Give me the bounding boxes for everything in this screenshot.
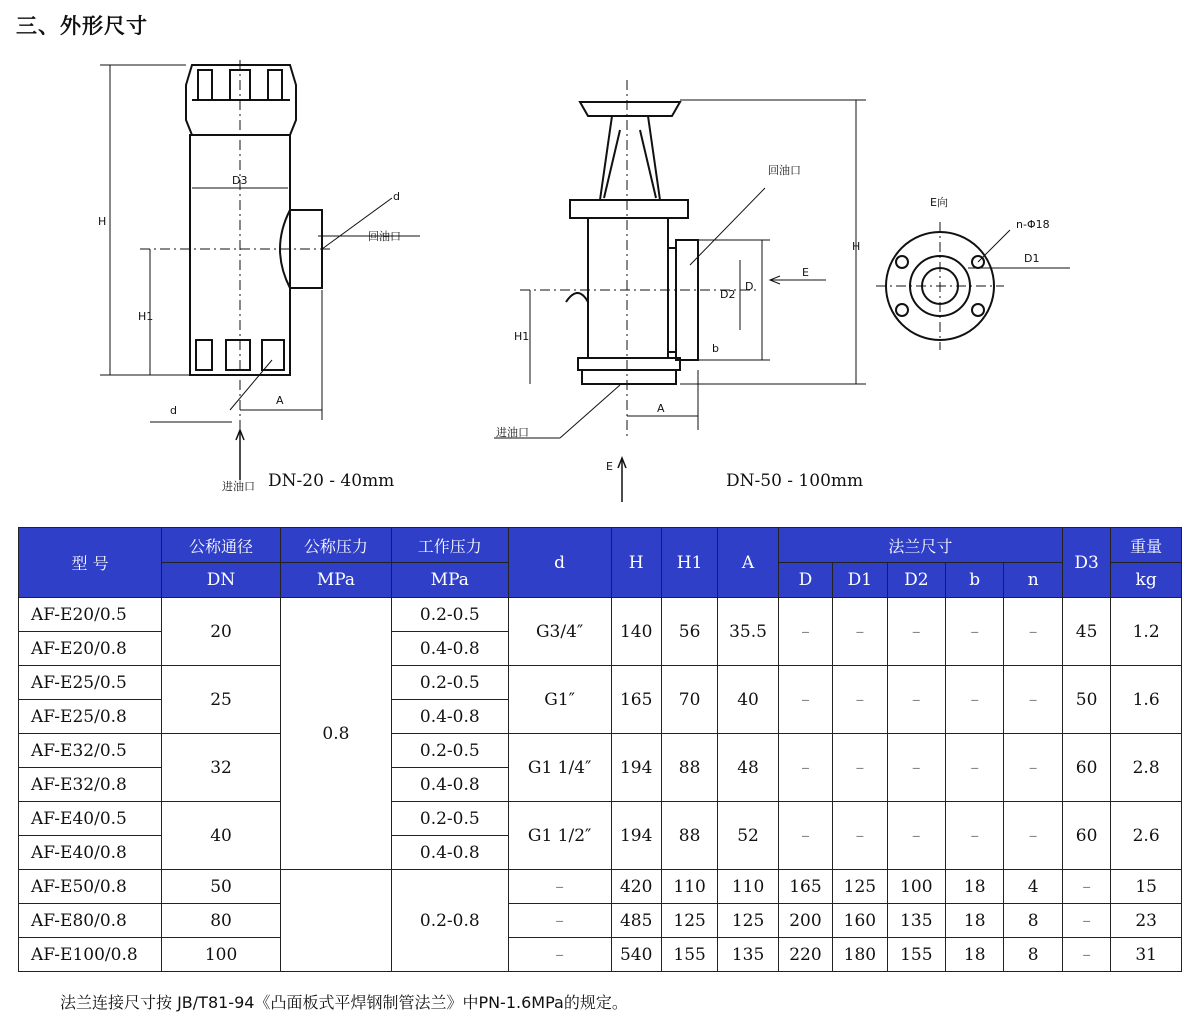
dn-cell: 100 [162, 938, 281, 972]
model-cell: AF-E20/0.5 [19, 598, 162, 632]
dn-cell: 20 [162, 598, 281, 666]
flange-d1-cell: – [833, 802, 887, 870]
flange-d2-cell: 155 [887, 938, 945, 972]
dn-cell: 80 [162, 904, 281, 938]
flange-b-cell: 18 [946, 938, 1004, 972]
a-cell: 135 [718, 938, 778, 972]
flange-d-cell: 165 [778, 870, 832, 904]
label-left-return-port: 回油口 [368, 230, 401, 243]
d3-cell: 60 [1062, 802, 1110, 870]
weight-cell: 31 [1111, 938, 1182, 972]
table-row [19, 802, 1182, 836]
flange-n-cell: 8 [1004, 904, 1062, 938]
model-cell: AF-E80/0.8 [19, 904, 162, 938]
flange-d-cell: 200 [778, 904, 832, 938]
model-cell: AF-E32/0.8 [19, 768, 162, 802]
a-cell: 52 [718, 802, 778, 870]
flange-d-cell: 220 [778, 938, 832, 972]
label-e-view: E向 [930, 196, 948, 209]
header-model: 型 号 [19, 528, 162, 598]
thread-cell: – [508, 938, 611, 972]
d3-cell: – [1062, 870, 1110, 904]
header-wp-bottom: MPa [391, 563, 508, 598]
header-flange-b: b [946, 563, 1004, 598]
header-h: H [611, 528, 661, 598]
header-h1: H1 [661, 528, 717, 598]
thread-cell: G1″ [508, 666, 611, 734]
header-np-top: 公称压力 [281, 528, 392, 563]
table-row [19, 734, 1182, 768]
header-weight-top: 重量 [1111, 528, 1182, 563]
model-cell: AF-E40/0.8 [19, 836, 162, 870]
header-d3: D3 [1062, 528, 1110, 598]
flange-n-cell: – [1004, 802, 1062, 870]
thread-cell: – [508, 904, 611, 938]
caption-dn20-40: DN-20 - 40mm [268, 471, 395, 491]
header-flange: 法兰尺寸 [778, 528, 1062, 563]
d3-cell: 60 [1062, 734, 1110, 802]
flange-b-cell: – [946, 598, 1004, 666]
weight-cell: 1.2 [1111, 598, 1182, 666]
flange-b-cell: 18 [946, 904, 1004, 938]
a-cell: 35.5 [718, 598, 778, 666]
flange-d1-cell: 160 [833, 904, 887, 938]
label-left-a: A [276, 394, 284, 407]
model-cell: AF-E32/0.5 [19, 734, 162, 768]
header-np-bottom: MPa [281, 563, 392, 598]
label-left-h1: H1 [138, 310, 154, 323]
thread-cell: G3/4″ [508, 598, 611, 666]
flange-d2-cell: – [887, 802, 945, 870]
wp-cell: 0.2-0.5 [391, 802, 508, 836]
d3-cell: 45 [1062, 598, 1110, 666]
wp-cell: 0.2-0.5 [391, 598, 508, 632]
flange-d1-cell: – [833, 734, 887, 802]
a-cell: 125 [718, 904, 778, 938]
h-cell: 165 [611, 666, 661, 734]
wp-cell: 0.2-0.5 [391, 666, 508, 700]
header-d: d [508, 528, 611, 598]
label-right-inlet-port: 进油口 [496, 426, 529, 439]
table-row [19, 870, 1182, 904]
label-right-d2: D2 [720, 288, 736, 301]
flange-b-cell: 18 [946, 870, 1004, 904]
label-left-d-bottom: d [170, 404, 177, 417]
header-flange-d: D [778, 563, 832, 598]
label-right-a: A [657, 402, 665, 415]
label-right-return-port: 回油口 [768, 164, 801, 177]
flange-d1-cell: – [833, 598, 887, 666]
model-cell: AF-E25/0.5 [19, 666, 162, 700]
flanged-filter-drawing [494, 80, 1070, 502]
flange-d2-cell: – [887, 666, 945, 734]
label-e-arrow: E [606, 460, 613, 473]
table-row [19, 904, 1182, 938]
h-cell: 194 [611, 734, 661, 802]
nominal-pressure-cell: 0.8 [281, 598, 392, 870]
label-left-h: H [98, 215, 107, 228]
caption-dn50-100: DN-50 - 100mm [726, 471, 864, 491]
flange-d2-cell: – [887, 734, 945, 802]
h1-cell: 56 [661, 598, 717, 666]
label-holes: n-Φ18 [1016, 218, 1050, 231]
table-row [19, 938, 1182, 972]
h-cell: 194 [611, 802, 661, 870]
h-cell: 140 [611, 598, 661, 666]
h1-cell: 88 [661, 802, 717, 870]
wp-cell: 0.2-0.8 [391, 870, 508, 972]
d3-cell: – [1062, 904, 1110, 938]
header-flange-d1: D1 [833, 563, 887, 598]
dn-cell: 40 [162, 802, 281, 870]
header-wp-top: 工作压力 [391, 528, 508, 563]
h-cell: 420 [611, 870, 661, 904]
wp-cell: 0.2-0.5 [391, 734, 508, 768]
flange-d-cell: – [778, 802, 832, 870]
label-right-e: E [802, 266, 809, 279]
h-cell: 540 [611, 938, 661, 972]
flange-d2-cell: – [887, 598, 945, 666]
weight-cell: 15 [1111, 870, 1182, 904]
h1-cell: 88 [661, 734, 717, 802]
header-weight-bottom: kg [1111, 563, 1182, 598]
label-right-b: b [712, 342, 719, 355]
flange-b-cell: – [946, 666, 1004, 734]
spec-table [18, 527, 1182, 972]
d3-cell: 50 [1062, 666, 1110, 734]
model-cell: AF-E25/0.8 [19, 700, 162, 734]
wp-cell: 0.4-0.8 [391, 700, 508, 734]
h1-cell: 110 [661, 870, 717, 904]
h1-cell: 155 [661, 938, 717, 972]
flange-d1-cell: – [833, 666, 887, 734]
wp-cell: 0.4-0.8 [391, 632, 508, 666]
h-cell: 485 [611, 904, 661, 938]
thread-cell: G1 1/4″ [508, 734, 611, 802]
label-right-d: D [745, 280, 754, 293]
model-cell: AF-E20/0.8 [19, 632, 162, 666]
flange-d2-cell: 100 [887, 870, 945, 904]
a-cell: 48 [718, 734, 778, 802]
header-dn-top: 公称通径 [162, 528, 281, 563]
label-d1: D1 [1024, 252, 1040, 265]
flange-b-cell: – [946, 802, 1004, 870]
flange-n-cell: – [1004, 598, 1062, 666]
header-a: A [718, 528, 778, 598]
weight-cell: 2.6 [1111, 802, 1182, 870]
section-heading: 三、外形尺寸 [16, 14, 148, 38]
flange-d-cell: – [778, 734, 832, 802]
label-right-h: H [852, 240, 861, 253]
nominal-pressure-blank-cell [281, 870, 392, 972]
flange-n-cell: 4 [1004, 870, 1062, 904]
flange-d1-cell: 125 [833, 870, 887, 904]
model-cell: AF-E50/0.8 [19, 870, 162, 904]
flange-n-cell: 8 [1004, 938, 1062, 972]
a-cell: 40 [718, 666, 778, 734]
outline-drawings [0, 40, 1200, 520]
thread-cell: – [508, 870, 611, 904]
header-dn-bottom: DN [162, 563, 281, 598]
thread-cell: G1 1/2″ [508, 802, 611, 870]
label-left-d3: D3 [232, 174, 248, 187]
wp-cell: 0.4-0.8 [391, 768, 508, 802]
footnote: 法兰连接尺寸按 JB/T81-94《凸面板式平焊钢制管法兰》中PN-1.6MPa的规定。 [60, 993, 628, 1012]
model-cell: AF-E100/0.8 [19, 938, 162, 972]
flange-b-cell: – [946, 734, 1004, 802]
label-left-inlet-port: 进油口 [222, 480, 255, 493]
flange-n-cell: – [1004, 666, 1062, 734]
header-flange-d2: D2 [887, 563, 945, 598]
small-filter-drawing [100, 60, 420, 480]
weight-cell: 2.8 [1111, 734, 1182, 802]
wp-cell: 0.4-0.8 [391, 836, 508, 870]
dn-cell: 25 [162, 666, 281, 734]
model-cell: AF-E40/0.5 [19, 802, 162, 836]
header-flange-n: n [1004, 563, 1062, 598]
flange-n-cell: – [1004, 734, 1062, 802]
weight-cell: 23 [1111, 904, 1182, 938]
weight-cell: 1.6 [1111, 666, 1182, 734]
dn-cell: 32 [162, 734, 281, 802]
label-left-d-top: d [393, 190, 400, 203]
h1-cell: 125 [661, 904, 717, 938]
d3-cell: – [1062, 938, 1110, 972]
a-cell: 110 [718, 870, 778, 904]
table-row [19, 598, 1182, 632]
flange-d-cell: – [778, 666, 832, 734]
h1-cell: 70 [661, 666, 717, 734]
label-right-h1: H1 [514, 330, 530, 343]
table-row [19, 666, 1182, 700]
dn-cell: 50 [162, 870, 281, 904]
flange-d-cell: – [778, 598, 832, 666]
flange-d2-cell: 135 [887, 904, 945, 938]
flange-d1-cell: 180 [833, 938, 887, 972]
